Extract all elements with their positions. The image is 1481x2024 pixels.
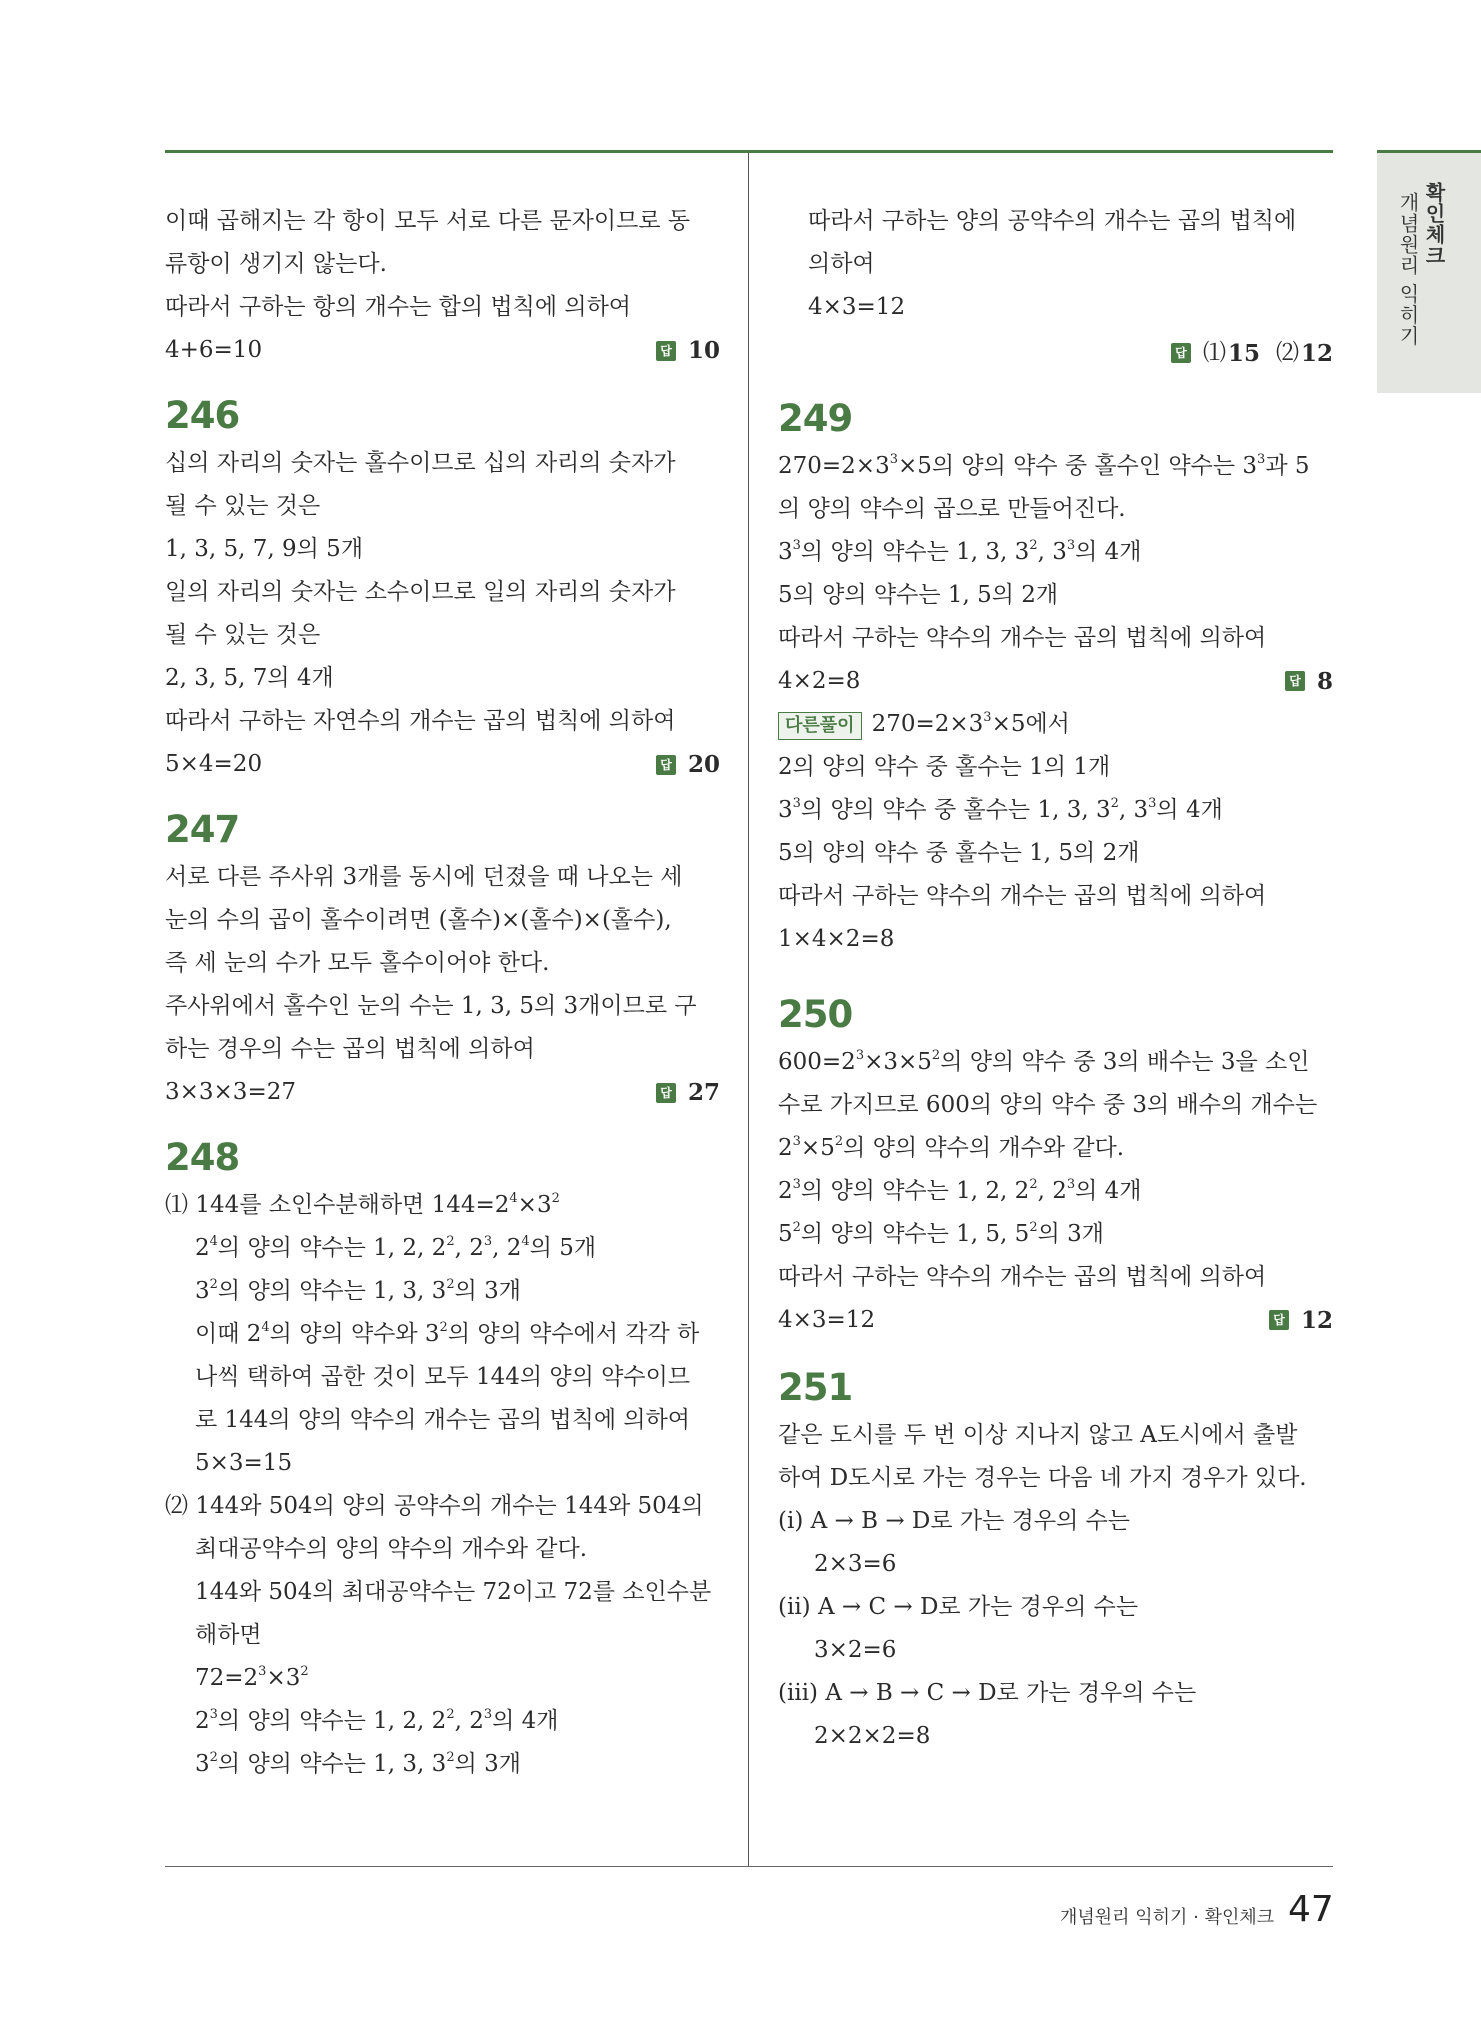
text-span: 72=2 [195,1665,259,1691]
text-span: 5 [778,1220,793,1247]
exponent: 2 [1029,1219,1038,1235]
text-span: 의 양의 약수는 1, 2, 2 [800,1177,1030,1204]
problem-246 [165,392,720,786]
exponent: 4 [209,1234,218,1249]
text-line: 144와 504의 최대공약수는 72이고 72를 소인수분 [195,1579,712,1605]
text-line: 4×3=12 [808,294,906,320]
text-line: 5의 양의 약수 중 홀수는 1, 5의 2개 [778,839,1140,866]
text-line: 주사위에서 홀수인 눈의 수는 1, 3, 5의 3개이므로 구 [165,993,697,1019]
case-line: (ⅰ) A → B → D로 가는 경우의 수는 [778,1507,1131,1534]
answer-icon: 답 [656,341,676,361]
text-span: 3 [778,538,793,565]
exponent: 2 [439,1320,448,1335]
text-line: 즉 세 눈의 수가 모두 홀수이어야 한다. [165,950,550,976]
problem-251 [778,1364,1333,1758]
exponent: 2 [1029,1176,1038,1192]
case-value: 3×2=6 [814,1636,897,1663]
exponent: 3 [983,709,992,725]
exponent: 3 [855,1047,865,1063]
text-span: , 3 [1118,796,1149,823]
side-tab-label-check: 확인체크 [1422,182,1446,266]
exponent: 2 [209,1277,218,1292]
text-span: 144와 504의 양의 공약수의 개수는 144와 504의 [195,1493,704,1519]
text-span: ×5 [800,1134,835,1161]
problem-number: 251 [778,1365,853,1409]
text-line [778,531,1333,574]
text-line: 따라서 구하는 약수의 개수는 곱의 법칙에 의하여 [778,882,1267,909]
problem-number: 248 [165,1136,240,1179]
text-span: 2 [195,1708,210,1734]
exponent: 2 [792,1219,801,1235]
text-line [165,1485,720,1528]
answer-value: 20 [687,751,720,778]
text-line: 될 수 있는 것은 [165,622,321,648]
text-span: 의 4개 [1075,538,1142,565]
text-span: 의 양의 약수는 1, 3, 3 [217,1278,447,1304]
exponent: 3 [1066,537,1076,553]
text-line: 따라서 구하는 양의 공약수의 개수는 곱의 법칙에 [808,208,1297,234]
text-span: , 3 [1037,538,1067,565]
answer [1171,332,1333,375]
exponent: 3 [1148,795,1157,811]
exponent: 2 [551,1191,560,1206]
text-span: 3 [195,1278,210,1304]
text-line [165,1227,720,1270]
text-span: 의 4개 [1156,796,1223,823]
exponent: 4 [521,1234,530,1249]
intro-continuation [165,200,720,372]
exponent: 3 [258,1664,267,1679]
exponent: 2 [834,1133,844,1149]
answer [656,1071,720,1114]
column-divider [748,152,749,1867]
exponent: 2 [446,1234,455,1249]
text-span: 의 3개 [1037,1220,1104,1247]
text-span: 270=2×3 [871,710,984,737]
text-span: 2 [778,1134,793,1161]
left-column [165,200,720,1786]
exponent: 2 [209,1750,218,1765]
text-span: 의 5개 [529,1235,597,1261]
text-line [778,1127,1333,1170]
text-line [778,1170,1333,1213]
exponent: 3 [483,1234,493,1249]
problem-number: 249 [778,396,853,440]
exponent: 2 [1029,537,1038,553]
text-line [165,1700,720,1743]
text-span: 2 [195,1235,210,1261]
part-label: ⑵ [165,1493,188,1519]
problem-249 [778,395,1333,961]
answer-part-label: ⑵ [1275,339,1299,366]
text-line: 따라서 구하는 항의 개수는 합의 법칙에 의하여 [165,294,632,320]
text-line: 따라서 구하는 약수의 개수는 곱의 법칙에 의하여 [778,1263,1267,1290]
text-line [165,1657,720,1700]
part-label: ⑴ [165,1192,188,1218]
text-span: 의 양의 약수는 1, 2, 2 [217,1235,447,1261]
text-span: 2 [778,1177,793,1204]
text-line [165,1184,720,1227]
text-span: ×3 [266,1665,301,1691]
answer [656,743,720,786]
text-line [778,789,1333,832]
text-line: 1, 3, 5, 7, 9의 5개 [165,536,364,562]
text-line [165,1270,720,1313]
text-line: 따라서 구하는 자연수의 개수는 곱의 법칙에 의하여 [165,708,676,734]
text-line [778,445,1333,488]
bottom-rule [165,1866,1333,1867]
intro-continuation [778,200,1333,375]
result-row [165,329,720,372]
top-rule [165,150,1333,153]
case-line: (ⅲ) A → B → C → D로 가는 경우의 수는 [778,1679,1197,1706]
text-line: 눈의 수의 곱이 홀수이려면 (홀수)×(홀수)×(홀수), [165,907,672,933]
text-span: , 2 [492,1235,522,1261]
text-line: 같은 도시를 두 번 이상 지나지 않고 A도시에서 출발 [778,1421,1298,1448]
page-number: 47 [1288,1889,1334,1930]
answer [1269,1299,1333,1342]
text-line: 5의 양의 약수는 1, 5의 2개 [778,581,1059,608]
side-tab-label-concept: 개념원리 익히기 [1396,192,1420,347]
answer [1285,660,1333,703]
exponent: 2 [1110,795,1119,811]
text-line: 의하여 [808,251,875,277]
answer-value: 12 [1300,1306,1333,1334]
text-span: ×5에서 [991,710,1070,737]
text-span: ×3 [517,1192,552,1218]
text-span: 의 3개 [454,1751,521,1777]
text-line: 1×4×2=8 [778,925,895,952]
answer-value: 27 [687,1079,720,1106]
text-line: 최대공약수의 양의 약수의 개수와 같다. [195,1536,588,1562]
exponent: 3 [792,1133,801,1149]
problem-247 [165,806,720,1114]
equation: 5×4=20 [165,751,263,777]
exponent: 3 [209,1707,218,1722]
text-line [778,1041,1333,1084]
result-row [778,329,1333,375]
alternate-solution-tag: 다른풀이 [778,712,862,740]
text-span: 의 양의 약수는 1, 3, 3 [800,538,1030,565]
text-line: 로 144의 양의 약수의 개수는 곱의 법칙에 의하여 [195,1407,691,1433]
case-value: 2×2×2=8 [814,1722,931,1749]
exponent: 3 [1257,451,1266,467]
text-span: 의 양의 약수는 1, 5, 5 [800,1220,1030,1247]
right-column [778,200,1333,1758]
answer-icon: 답 [656,755,676,775]
text-line: 나씩 택하여 곱한 것이 모두 144의 양의 약수이므 [195,1364,691,1390]
answer-value: 8 [1316,667,1333,695]
text-span: 의 양의 약수에서 각각 하 [447,1321,700,1347]
text-span: 의 양의 약수와 3 [269,1321,440,1347]
answer-value: 10 [687,337,720,364]
text-span: 144를 소인수분해하면 144=2 [195,1192,510,1218]
answer-part-label: ⑴ [1202,339,1226,366]
exponent: 2 [446,1707,455,1722]
text-span: 의 4개 [1075,1177,1142,1204]
exponent: 3 [792,537,801,553]
text-span: 의 4개 [492,1708,559,1734]
text-line: 해하면 [195,1622,262,1648]
exponent: 3 [483,1707,493,1722]
exponent: 4 [509,1191,518,1206]
equation: 4+6=10 [165,337,263,363]
problem-250 [778,991,1333,1342]
equation: 4×3=12 [778,1306,876,1333]
text-span: , 2 [454,1235,484,1261]
answer-icon: 답 [1171,343,1191,363]
text-line: 하는 경우의 수는 곱의 법칙에 의하여 [165,1036,535,1062]
text-span: 과 5 [1265,452,1310,479]
result-row [165,743,720,786]
text-line: 될 수 있는 것은 [165,493,321,519]
text-span: 의 양의 약수의 개수와 같다. [843,1134,1125,1161]
equation: 4×2=8 [778,667,861,694]
text-line: 5×3=15 [195,1450,293,1476]
equation: 3×3×3=27 [165,1079,296,1105]
text-line: 류항이 생기지 않는다. [165,251,387,277]
footer-section-label: 개념원리 익히기 · 확인체크 [1060,1907,1275,1928]
answer-icon: 답 [1285,671,1305,691]
exponent: 3 [1066,1176,1076,1192]
text-line: 2의 양의 약수 중 홀수는 1의 1개 [778,753,1111,780]
text-line: 일의 자리의 숫자는 소수이므로 일의 자리의 숫자가 [165,579,676,605]
text-span: 3 [778,796,793,823]
text-line: 수로 가지므로 600의 양의 약수 중 3의 배수의 개수는 [778,1091,1318,1118]
text-span: , 2 [1037,1177,1067,1204]
case-value: 2×3=6 [814,1550,897,1577]
problem-number: 250 [778,992,853,1036]
text-line: 서로 다른 주사위 3개를 동시에 던졌을 때 나오는 세 [165,864,683,890]
problem-number: 246 [165,394,240,437]
exponent: 3 [792,795,801,811]
text-line [165,1313,720,1356]
problem-248 [165,1134,720,1786]
text-line [778,703,1333,746]
text-line: 하여 D도시로 가는 경우는 다음 네 가지 경우가 있다. [778,1464,1307,1491]
text-span: ×5의 양의 약수 중 홀수인 약수는 3 [898,452,1258,479]
exponent: 2 [446,1277,455,1292]
text-line [778,1213,1333,1256]
result-row [778,1299,1333,1342]
text-line: 의 양의 약수의 곱으로 만들어진다. [778,495,1126,522]
answer-icon: 답 [656,1083,676,1103]
answer-value: 15 [1227,339,1260,367]
text-span: 의 양의 약수는 1, 2, 2 [217,1708,447,1734]
text-line: 따라서 구하는 약수의 개수는 곱의 법칙에 의하여 [778,624,1267,651]
problem-number: 247 [165,808,240,851]
text-span: , 2 [454,1708,484,1734]
result-row [778,660,1333,703]
text-line: 십의 자리의 숫자는 홀수이므로 십의 자리의 숫자가 [165,450,676,476]
answer-value: 12 [1300,339,1333,367]
answer [656,329,720,372]
text-span: 600=2 [778,1048,856,1075]
answer-icon: 답 [1269,1310,1289,1330]
text-span: 이때 2 [195,1321,262,1347]
exponent: 2 [931,1047,941,1063]
result-row [165,1071,720,1114]
case-line: (ⅱ) A → C → D로 가는 경우의 수는 [778,1593,1139,1620]
text-line [165,1743,720,1786]
text-span: 의 3개 [454,1278,521,1304]
text-span: 의 양의 약수는 1, 3, 3 [217,1751,447,1777]
exponent: 2 [300,1664,309,1679]
exponent: 3 [889,451,898,467]
text-span: 270=2×3 [778,452,890,479]
text-line: 이때 곱해지는 각 항이 모두 서로 다른 문자이므로 동 [165,208,691,234]
exponent: 3 [792,1176,801,1192]
text-span: 3 [195,1751,210,1777]
text-line: 2, 3, 5, 7의 4개 [165,665,334,691]
text-span: ×3×5 [864,1048,932,1075]
exponent: 2 [446,1750,455,1765]
exponent: 4 [261,1320,270,1335]
text-span: 의 양의 약수 중 홀수는 1, 3, 3 [800,796,1111,823]
text-span: 의 양의 약수 중 3의 배수는 3을 소인 [940,1048,1310,1075]
